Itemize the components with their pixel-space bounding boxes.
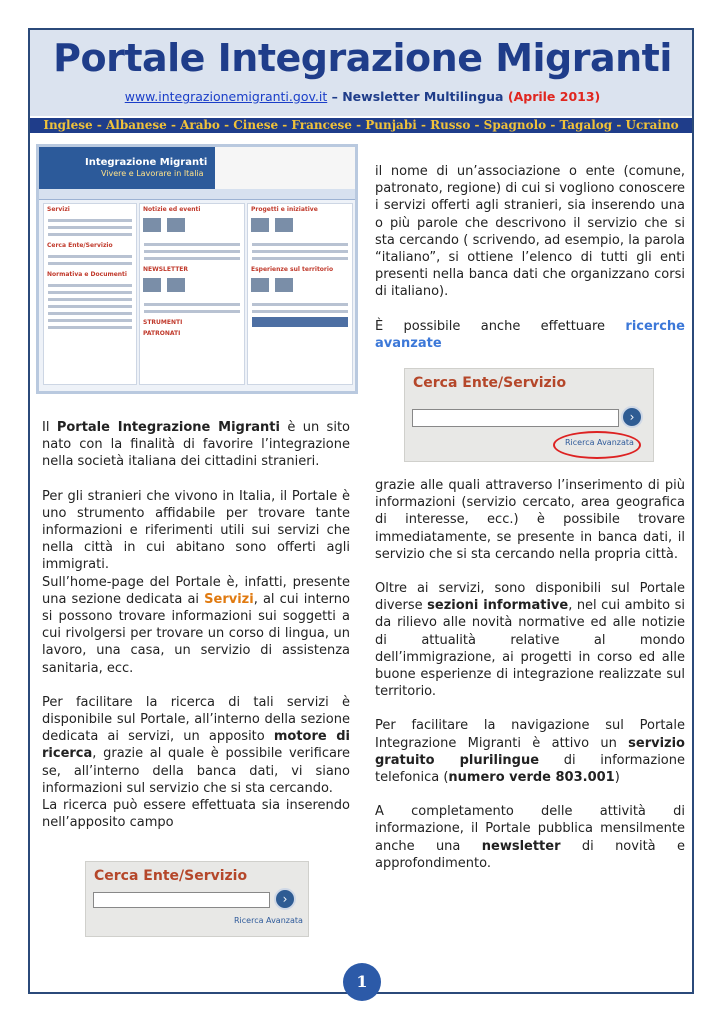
search-box-screenshot xyxy=(85,861,309,937)
left-paragraph-1: Il Portale Integrazione Migranti è un sito nato con la finalità di favorire l’integrazione nella società italiana dei cittadini stranieri. xyxy=(42,420,350,470)
subtitle-dash: – xyxy=(331,89,338,104)
left-paragraph-3: Sull’home-page del Portale è, infatti, presente una sezione dedicata ai Servizi, al cui interno si possono trovare informazioni sui soggetti a cui rivolgersi per trovare un corso di lingua, un lavoro, una casa, un servizio di assistenza sanitaria, ecc. xyxy=(42,574,350,676)
left-paragraph-4: Per facilitare la ricerca di tali servizi è disponibile sul Portale, all’interno della sezione dedicata ai servizi, un apposito motore di ricerca, grazie al quale è possibile verificare se, all’interno della banca dati, vi siano informazioni sul servizio che si sta cercando. xyxy=(42,694,350,796)
right-column-bottom xyxy=(375,477,685,889)
issue-date: (Aprile 2013) xyxy=(507,89,601,104)
ministry-logos xyxy=(215,147,355,189)
screenshot-projects: Progetti e iniziative xyxy=(251,206,318,213)
right-paragraph-4: Oltre ai servizi, sono disponibili sul Portale diverse sezioni informative, nel cui ambito si da rilievo alle novità normative ed alle notizie di attualità relative al mondo dell’immigrazione, ai progetti in corso ed alle buone esperienze di integrazione realizzate sul territorio. xyxy=(375,581,685,700)
page-title: Portale Integrazione Migranti xyxy=(53,36,672,80)
search-label: Cerca Ente/Servizio xyxy=(413,375,567,391)
search-field[interactable] xyxy=(412,409,619,427)
screenshot-brand-sub: Vivere e Lavorare in Italia xyxy=(101,169,204,178)
screenshot-norms: Normativa e Documenti xyxy=(47,271,127,278)
right-paragraph-5: Per facilitare la navigazione sul Portale Integrazione Migranti è attivo un servizio gratuito plurilingue di informazione telefonica (numero verde 803.001) xyxy=(375,718,685,786)
screenshot-strumenti: STRUMENTI xyxy=(143,319,183,326)
left-column xyxy=(42,419,350,848)
subtitle xyxy=(0,89,725,104)
screenshot-services: Servizi xyxy=(47,206,70,213)
screenshot-news-col xyxy=(139,203,245,385)
screenshot-news: Notizie ed eventi xyxy=(143,206,201,213)
left-paragraph-2: Per gli stranieri che vivono in Italia, il Portale è uno strumento affidabile per trovare tante informazioni e riferimenti utili sui servizi che nella città in cui abitano sono offerti agli immigrati. xyxy=(42,488,350,573)
advanced-search-link[interactable]: Ricerca Avanzata xyxy=(565,438,634,447)
screenshot-services-col xyxy=(43,203,137,385)
search-box-go-icon[interactable]: › xyxy=(274,888,296,910)
right-paragraph-6: A completamento delle attività di informazione, il Portale pubblica mensilmente anche una newsletter di novità e approfondimento. xyxy=(375,804,685,871)
portal-homepage-screenshot xyxy=(36,144,358,394)
screenshot-experiences: Esperienze sul territorio xyxy=(251,266,334,273)
right-paragraph-2: È possibile anche effettuare ricerche avanzate xyxy=(375,318,685,351)
search-go-icon[interactable]: › xyxy=(621,406,643,428)
screenshot-nav xyxy=(39,189,355,200)
right-paragraph-3: grazie alle quali attraverso l’inserimento di più informazioni (servizio cercato, area geografica di interesse, ecc.) è possibile trovare immediatamente, se presente in banca dati, il servizio che si sta cercando nella propria città. xyxy=(375,478,685,562)
search-box-advanced-link[interactable]: Ricerca Avanzata xyxy=(234,916,303,925)
screenshot-projects-col xyxy=(247,203,353,385)
advanced-search-screenshot xyxy=(404,368,654,462)
newsletter-label: Newsletter Multilingua xyxy=(342,89,504,104)
screenshot-search: Cerca Ente/Servizio xyxy=(47,242,113,249)
left-paragraph-5: La ricerca può essere effettuata sia inserendo nell’apposito campo xyxy=(42,798,350,831)
screenshot-patronati: PATRONATI xyxy=(143,330,181,337)
screenshot-brand: Integrazione Migranti xyxy=(85,157,208,168)
languages-bar: Inglese - Albanese - Arabo - Cinese - Francese - Punjabi - Russo - Spagnolo - Tagalog - Ucraino xyxy=(30,118,692,133)
screenshot-newsletter-tab: NEWSLETTER xyxy=(143,266,189,273)
search-box-label: Cerca Ente/Servizio xyxy=(94,868,248,884)
right-column-top xyxy=(375,163,685,369)
portal-link[interactable]: www.integrazionemigranti.gov.it xyxy=(124,89,328,104)
right-paragraph-1: il nome di un’associazione o ente (comune, patronato, regione) di cui si vogliono conoscere i servizi offerti agli stranieri, sia inserendo una o più parole che descrivono il servizio che si sta cercando ( scrivendo, ad esempio, la parola “italiano”, si ottiene l’elenco di tutti gli enti presenti nella banca dati che organizzano corsi di italiano). xyxy=(375,164,685,300)
screenshot-banner xyxy=(39,147,355,189)
search-box-field[interactable] xyxy=(93,892,270,908)
page-number: 1 xyxy=(343,963,381,1001)
